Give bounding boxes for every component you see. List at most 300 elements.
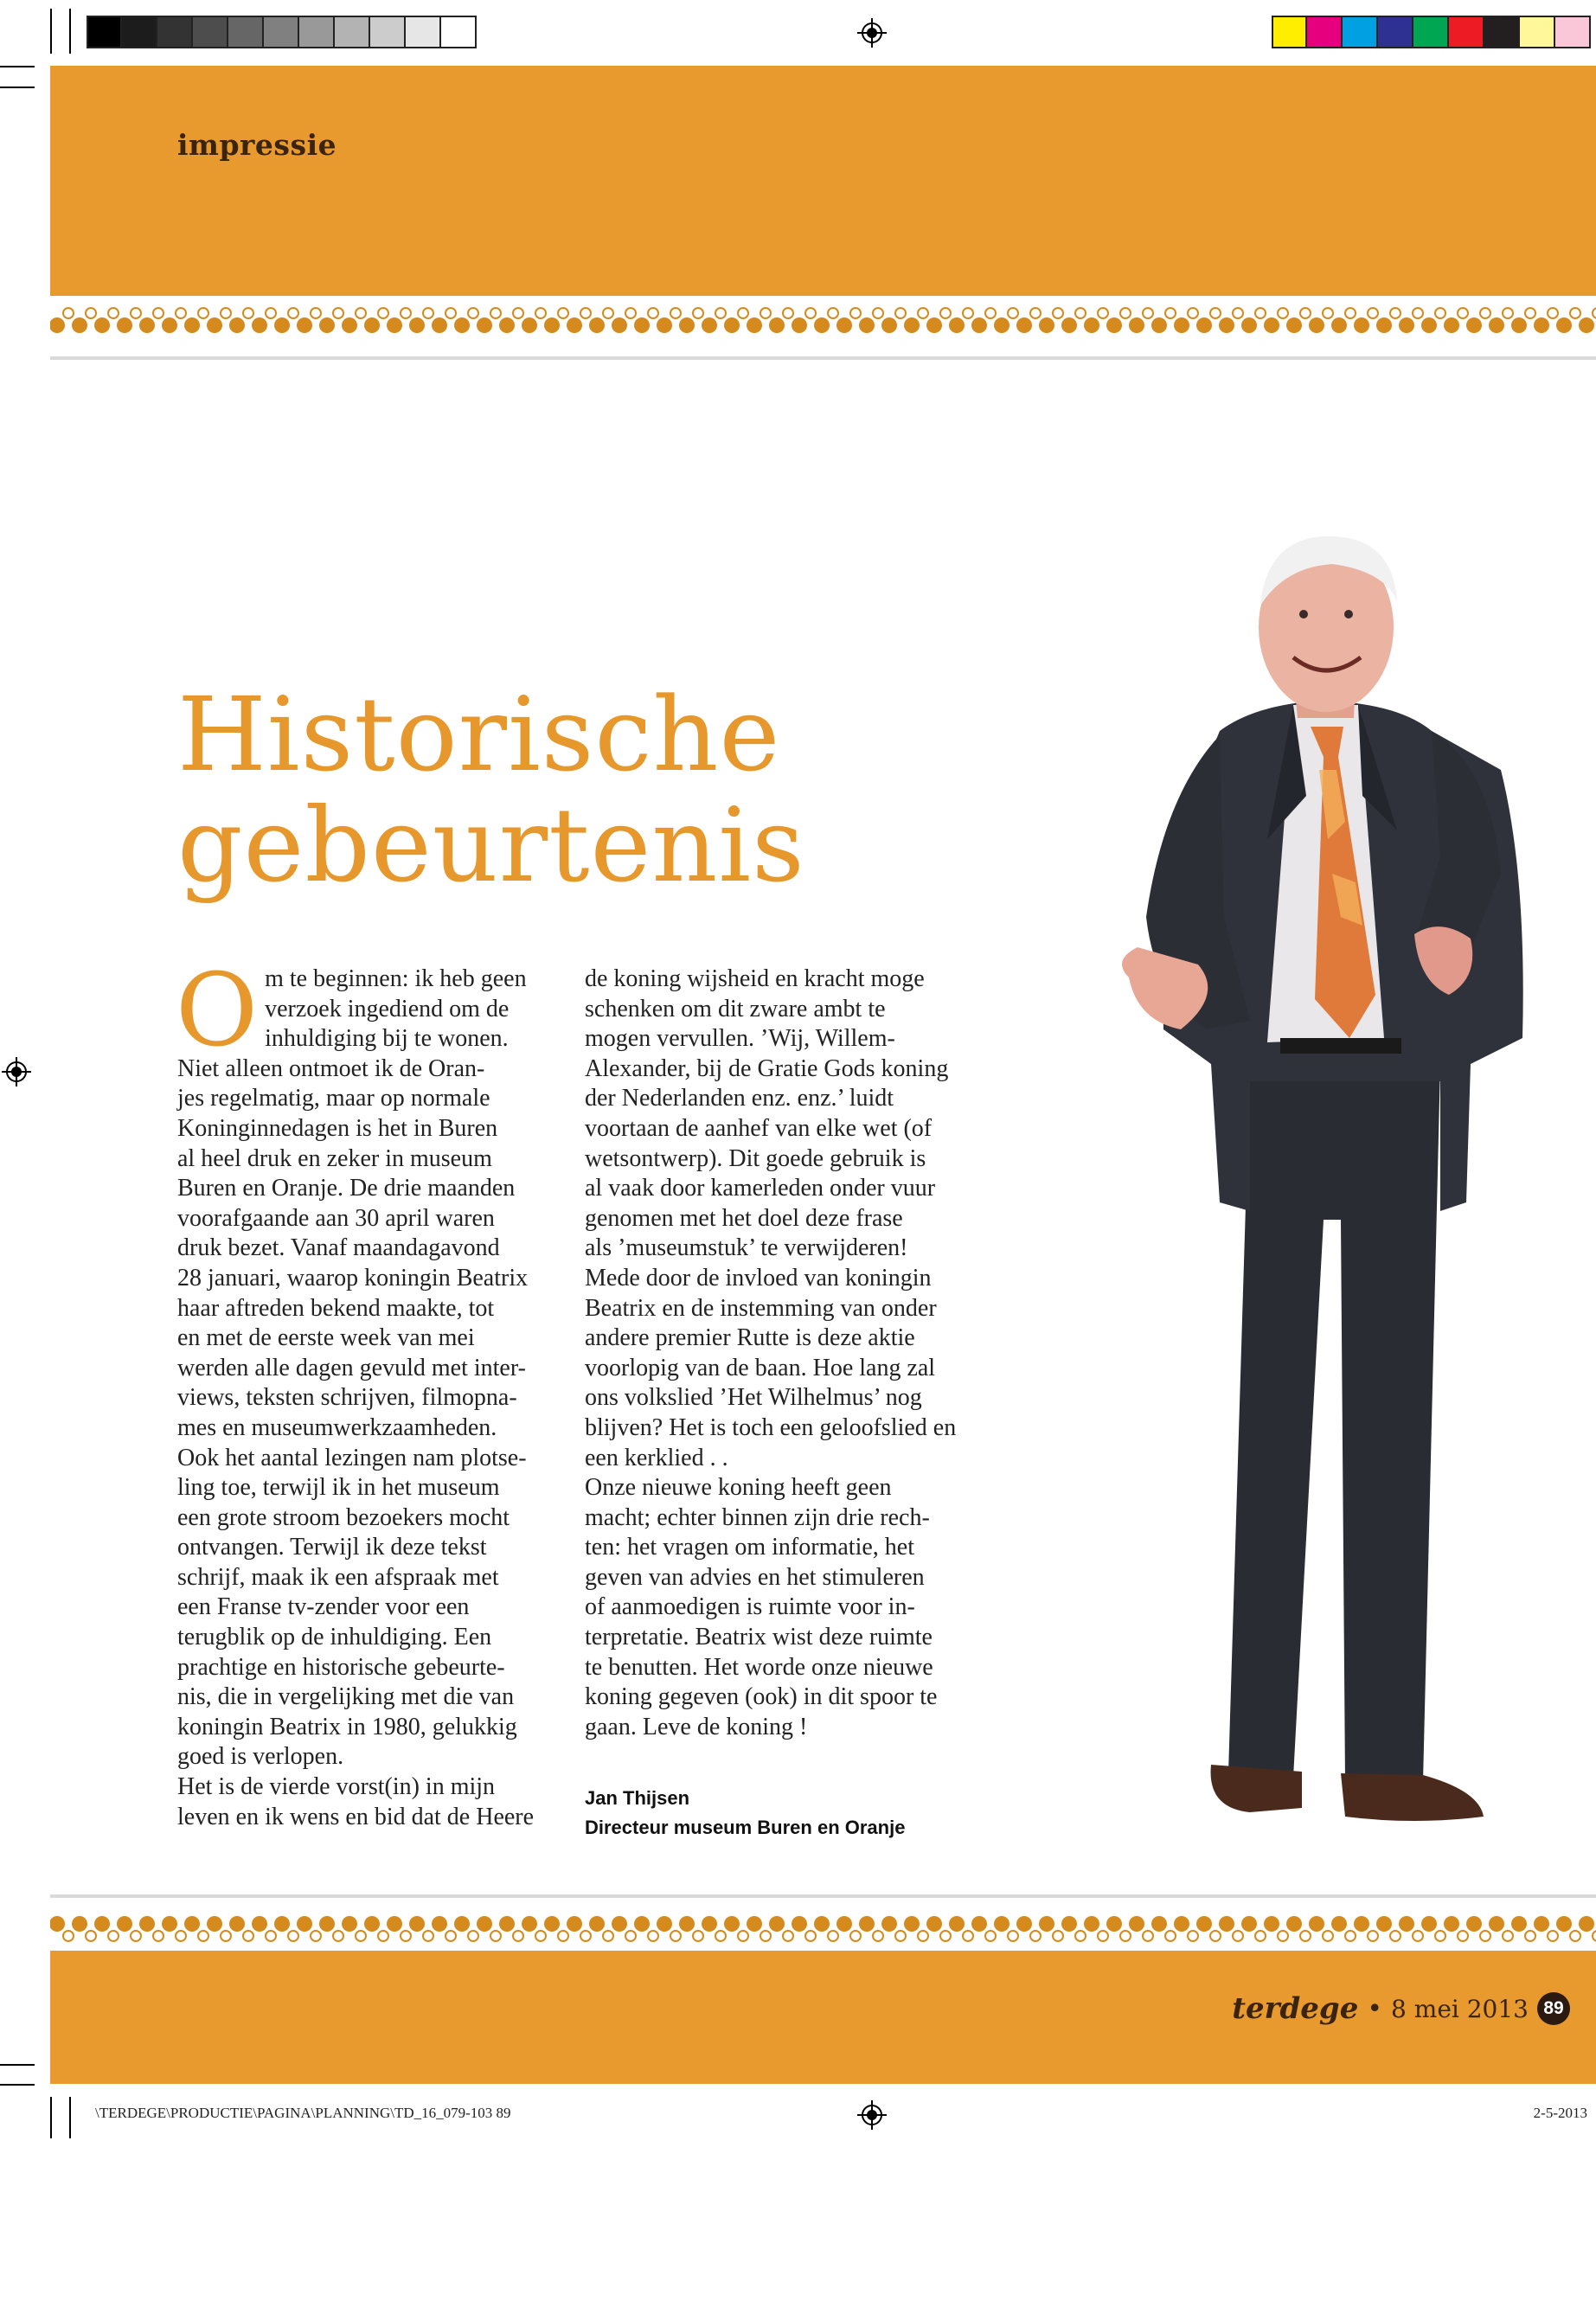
article-line: Buren en Oranje. De drie maanden — [177, 1175, 516, 1202]
decorative-dot — [454, 317, 470, 333]
decorative-dot — [634, 317, 650, 333]
decorative-ring — [828, 1931, 838, 1941]
decorative-dot — [1264, 317, 1279, 333]
decorative-ring — [1548, 1931, 1558, 1941]
issue-date: 8 mei 2013 — [1391, 1994, 1529, 2023]
decorative-ring — [985, 308, 996, 318]
decorative-ring — [468, 308, 478, 318]
decorative-ring — [333, 1931, 343, 1941]
color-swatch — [1272, 16, 1307, 48]
decorative-ring — [1593, 308, 1596, 318]
decorative-ring — [625, 1931, 636, 1941]
decorative-ring — [1143, 308, 1153, 318]
decorative-dot — [657, 1916, 672, 1932]
color-swatch — [1449, 16, 1484, 48]
gray-swatch — [193, 16, 228, 48]
color-swatch — [1555, 16, 1591, 48]
color-swatch — [1484, 16, 1520, 48]
decorative-dot — [50, 317, 65, 333]
article-line: Ook het aantal lezingen nam plotse- — [177, 1444, 527, 1471]
decorative-dot — [297, 1916, 312, 1932]
decorative-dot — [1219, 1916, 1234, 1932]
decorative-ring — [1165, 1931, 1176, 1941]
header-band — [50, 66, 1596, 296]
decorative-ring — [513, 308, 523, 318]
decorative-dot — [409, 1916, 425, 1932]
decorative-dot — [724, 1916, 740, 1932]
decorative-ring — [1525, 1931, 1535, 1941]
decorative-dot — [1016, 1916, 1032, 1932]
decorative-ring — [1435, 1931, 1445, 1941]
decorative-ring — [558, 1931, 568, 1941]
decorative-ring — [1233, 1931, 1243, 1941]
decorative-ring — [1008, 308, 1018, 318]
decorative-dot — [881, 1916, 897, 1932]
portrait-photo — [1034, 510, 1561, 1843]
decorative-ring — [198, 308, 208, 318]
decorative-ring — [311, 308, 321, 318]
decorative-ring — [1210, 308, 1221, 318]
article-line: een grote stroom bezoekers mocht — [177, 1503, 510, 1531]
article-line: de koning wijsheid en kracht moge — [585, 965, 925, 992]
title-line-1: Historische — [177, 675, 781, 794]
decorative-ring — [1255, 1931, 1266, 1941]
article-line: een Franse tv-zender voor een — [177, 1593, 470, 1621]
decorative-dot — [184, 317, 200, 333]
decorative-ring — [1098, 1931, 1108, 1941]
decorative-dot — [1511, 317, 1527, 333]
decorative-dot — [702, 1916, 717, 1932]
decorative-dot — [229, 317, 245, 333]
decorative-dot — [1579, 317, 1594, 333]
article-line: al vaak door kamerleden onder vuur — [585, 1175, 936, 1202]
decorative-dot — [657, 317, 672, 333]
decorative-ring — [401, 1931, 411, 1941]
decorative-dot — [1174, 317, 1189, 333]
divider-bottom — [50, 1894, 1596, 1898]
decorative-dot — [1219, 317, 1234, 333]
decorative-dot — [836, 1916, 852, 1932]
decorative-dot — [567, 317, 582, 333]
decorative-dot — [724, 317, 740, 333]
decorative-ring — [131, 1931, 141, 1941]
decorative-ring — [1075, 1931, 1086, 1941]
decorative-dot — [50, 1916, 65, 1932]
decorative-dot — [274, 1916, 290, 1932]
decorative-ring — [850, 1931, 861, 1941]
decorative-ring — [1368, 1931, 1378, 1941]
decorative-dot — [432, 317, 447, 333]
decorative-ring — [423, 308, 433, 318]
article-line: voorlopig van de baan. Hoe lang zal — [585, 1354, 936, 1381]
decorative-dot — [904, 317, 920, 333]
decorative-ring — [670, 1931, 681, 1941]
decorative-ring — [288, 1931, 298, 1941]
article-line: mes en museumwerkzaamheden. — [177, 1413, 497, 1441]
decorative-ring — [805, 1931, 816, 1941]
decorative-ring — [1323, 308, 1333, 318]
article-column-1 — [176, 952, 558, 1832]
title-line-2: gebeurtenis — [177, 785, 805, 905]
decorative-dot — [499, 1916, 515, 1932]
decorative-dot — [702, 317, 717, 333]
decorative-dot — [342, 317, 357, 333]
article-line: koningin Beatrix in 1980, gelukkig — [177, 1713, 517, 1740]
decorative-dot — [1534, 1916, 1549, 1932]
decorative-dot — [1534, 317, 1549, 333]
gray-swatch — [122, 16, 157, 48]
decorative-ring — [108, 1931, 119, 1941]
decorative-dot — [679, 1916, 695, 1932]
article-line: werden alle dagen gevuld met inter- — [177, 1354, 526, 1381]
decorative-dot — [1196, 1916, 1212, 1932]
decorative-dot — [252, 1916, 267, 1932]
article-line: Onze nieuwe koning heeft geen — [585, 1474, 892, 1502]
decorative-ring — [693, 308, 703, 318]
article-line: druk bezet. Vanaf maandagavond — [177, 1234, 500, 1262]
article-line: Beatrix en de instemming van onder — [585, 1294, 937, 1322]
decorative-dot — [1196, 317, 1212, 333]
decorative-dot — [1174, 1916, 1189, 1932]
decorative-ring — [1030, 1931, 1041, 1941]
decorative-dot — [926, 317, 942, 333]
decorative-ring — [985, 1931, 996, 1941]
decorative-ring — [86, 308, 96, 318]
decorative-dot — [162, 317, 177, 333]
decorative-dot — [342, 1916, 357, 1932]
decorative-ring — [1570, 1931, 1580, 1941]
decorative-dot-border-bottom — [50, 1913, 1596, 1948]
decorative-dot — [319, 317, 335, 333]
decorative-dot — [477, 317, 492, 333]
decorative-dot — [1331, 1916, 1347, 1932]
decorative-dot — [971, 1916, 987, 1932]
article-line: jes regelmatig, maar op normale — [177, 1085, 490, 1112]
article-line: goed is verlopen. — [177, 1743, 344, 1771]
drop-cap: O — [176, 952, 259, 1069]
article-line: geven van advies en het stimuleren — [585, 1563, 925, 1591]
divider-top — [50, 356, 1596, 360]
decorative-dot — [94, 317, 110, 333]
decorative-dot — [184, 1916, 200, 1932]
decorative-ring — [153, 308, 163, 318]
decorative-dot — [1331, 317, 1347, 333]
color-calibration-strip — [1272, 16, 1591, 48]
decorative-dot — [1151, 1916, 1167, 1932]
decorative-ring — [873, 308, 883, 318]
article-line: m te beginnen: ik heb geen — [265, 965, 527, 992]
decorative-ring — [1570, 308, 1580, 318]
decorative-ring — [603, 308, 613, 318]
section-label: impressie — [177, 128, 337, 162]
crop-mark-bottom-left-h2 — [0, 2084, 35, 2086]
decorative-dot — [1061, 317, 1077, 333]
article-line: inhuldiging bij te wonen. — [265, 1025, 509, 1053]
decorative-ring — [1300, 1931, 1311, 1941]
decorative-ring — [535, 308, 546, 318]
article-line: koning gegeven (ook) in dit spoor te — [585, 1683, 938, 1711]
decorative-ring — [1120, 1931, 1131, 1941]
gray-swatch — [228, 16, 264, 48]
decorative-dot — [814, 317, 830, 333]
decorative-dot — [1444, 317, 1459, 333]
decorative-dot — [544, 1916, 560, 1932]
decorative-ring — [1188, 1931, 1198, 1941]
decorative-ring — [378, 1931, 388, 1941]
gray-swatch — [406, 16, 441, 48]
decorative-ring — [1165, 308, 1176, 318]
article-line: schenken om dit zware ambt te — [585, 995, 886, 1022]
decorative-dot — [477, 1916, 492, 1932]
decorative-dot — [1106, 1916, 1122, 1932]
article-line: ontvangen. Terwijl ik deze tekst — [177, 1534, 487, 1561]
decorative-dot — [387, 1916, 402, 1932]
decorative-dot — [1286, 1916, 1302, 1932]
decorative-ring — [940, 1931, 951, 1941]
decorative-dot — [1376, 1916, 1392, 1932]
decorative-ring — [176, 308, 186, 318]
article-line: ten: het vragen om informatie, het — [585, 1534, 914, 1561]
decorative-dot — [319, 1916, 335, 1932]
decorative-ring — [1525, 308, 1535, 318]
decorative-ring — [603, 1931, 613, 1941]
decorative-dot — [1286, 317, 1302, 333]
decorative-dot — [1264, 1916, 1279, 1932]
gray-swatch — [370, 16, 406, 48]
article-line: mogen vervullen. ’Wij, Willem- — [585, 1025, 895, 1053]
color-swatch — [1378, 16, 1413, 48]
decorative-ring — [1503, 308, 1513, 318]
decorative-dot — [1489, 1916, 1504, 1932]
decorative-ring — [1300, 308, 1311, 318]
decorative-ring — [221, 308, 231, 318]
article-line: 28 januari, waarop koningin Beatrix — [177, 1264, 529, 1292]
gray-swatch — [335, 16, 370, 48]
decorative-ring — [625, 308, 636, 318]
decorative-ring — [243, 1931, 253, 1941]
decorative-ring — [445, 308, 456, 318]
decorative-ring — [490, 308, 501, 318]
decorative-dot — [409, 317, 425, 333]
decorative-ring — [918, 308, 928, 318]
decorative-dot — [994, 317, 1010, 333]
print-slug-date: 2-5-2013 — [1533, 2105, 1587, 2121]
decorative-dot — [1354, 1916, 1369, 1932]
decorative-dot — [274, 317, 290, 333]
decorative-ring — [1390, 308, 1401, 318]
decorative-ring — [108, 308, 119, 318]
decorative-ring — [423, 1931, 433, 1941]
gray-swatch — [157, 16, 193, 48]
registration-mark-icon — [857, 2100, 887, 2130]
author-name: Jan Thijsen — [585, 1787, 690, 1809]
decorative-ring — [356, 1931, 366, 1941]
decorative-ring — [1255, 308, 1266, 318]
decorative-ring — [1233, 308, 1243, 318]
decorative-ring — [1503, 1931, 1513, 1941]
decorative-dot — [1466, 1916, 1482, 1932]
crop-mark-bottom-left-v — [50, 2097, 52, 2138]
decorative-dot — [1399, 1916, 1414, 1932]
decorative-ring — [783, 308, 793, 318]
footer-separator: • — [1367, 1993, 1383, 2024]
registration-mark-icon — [857, 18, 887, 48]
decorative-dot — [1354, 317, 1369, 333]
decorative-ring — [1030, 308, 1041, 318]
registration-mark-icon — [2, 1057, 31, 1086]
decorative-ring — [648, 308, 658, 318]
decorative-dot — [1399, 317, 1414, 333]
decorative-ring — [1413, 308, 1423, 318]
article-line: terpretatie. Beatrix wist deze ruimte — [585, 1624, 933, 1651]
decorative-dot — [612, 1916, 627, 1932]
decorative-dot — [117, 1916, 132, 1932]
decorative-ring — [715, 1931, 726, 1941]
decorative-dot — [387, 317, 402, 333]
decorative-ring — [1075, 308, 1086, 318]
decorative-dot — [1556, 1916, 1572, 1932]
decorative-dot — [1084, 1916, 1099, 1932]
decorative-dot — [881, 317, 897, 333]
decorative-dot — [949, 1916, 965, 1932]
decorative-ring — [356, 308, 366, 318]
article-line: der Nederlanden enz. enz.’ luidt — [585, 1085, 894, 1112]
decorative-ring — [1458, 1931, 1468, 1941]
article-line: of aanmoedigen is ruimte voor in- — [585, 1593, 915, 1621]
decorative-dot — [1129, 1916, 1144, 1932]
decorative-dot — [544, 317, 560, 333]
article-line: Het is de vierde vorst(in) in mijn — [177, 1773, 496, 1801]
decorative-ring — [63, 308, 74, 318]
decorative-ring — [828, 308, 838, 318]
author-signature — [585, 1784, 905, 1843]
article-line: terugblik op de inhuldiging. Een — [177, 1624, 492, 1651]
decorative-ring — [1143, 1931, 1153, 1941]
gray-swatch — [87, 16, 122, 48]
decorative-ring — [86, 1931, 96, 1941]
decorative-dot — [1084, 317, 1099, 333]
decorative-dot — [589, 317, 605, 333]
decorative-dot — [814, 1916, 830, 1932]
decorative-dot — [454, 1916, 470, 1932]
decorative-ring — [266, 308, 276, 318]
gray-swatch — [264, 16, 299, 48]
decorative-ring — [131, 308, 141, 318]
decorative-ring — [940, 308, 951, 318]
decorative-dot — [634, 1916, 650, 1932]
article-line: een kerklied . . — [585, 1444, 728, 1471]
decorative-ring — [1345, 1931, 1356, 1941]
decorative-dot — [836, 317, 852, 333]
decorative-ring — [580, 1931, 591, 1941]
decorative-dot — [229, 1916, 245, 1932]
decorative-ring — [805, 308, 816, 318]
color-swatch — [1343, 16, 1378, 48]
decorative-ring — [1368, 308, 1378, 318]
decorative-ring — [738, 308, 748, 318]
decorative-ring — [648, 1931, 658, 1941]
decorative-dot — [747, 1916, 762, 1932]
decorative-ring — [1593, 1931, 1596, 1941]
gray-swatch — [441, 16, 477, 48]
crop-mark-top-left-h2 — [0, 87, 35, 88]
decorative-ring — [490, 1931, 501, 1941]
decorative-ring — [1008, 1931, 1018, 1941]
gray-swatch — [299, 16, 335, 48]
decorative-dot — [792, 317, 807, 333]
decorative-ring — [738, 1931, 748, 1941]
decorative-dot — [1556, 317, 1572, 333]
decorative-dot — [612, 317, 627, 333]
article-line: te benutten. Het worde onze nieuwe — [585, 1653, 933, 1681]
article-line: al heel druk en zeker in museum — [177, 1144, 492, 1172]
print-slug-path: \TERDEGE\PRODUCTIE\PAGINA\PLANNING\TD_16_079-103 89 — [95, 2105, 511, 2121]
decorative-ring — [1278, 308, 1288, 318]
article-line: gaan. Leve de koning ! — [585, 1713, 808, 1740]
decorative-ring — [266, 1931, 276, 1941]
decorative-dot — [1309, 1916, 1324, 1932]
article-line: schrijf, maak ik een afspraak met — [177, 1563, 499, 1591]
decorative-dot — [432, 1916, 447, 1932]
decorative-ring — [963, 308, 973, 318]
article-line: blijven? Het is toch een geloofslied en — [585, 1413, 957, 1441]
crop-mark-bottom-left-v2 — [69, 2097, 71, 2138]
crop-mark-top-left-v — [50, 9, 52, 54]
decorative-ring — [895, 308, 906, 318]
decorative-dot — [769, 1916, 785, 1932]
article-line: haar aftreden bekend maakte, tot — [177, 1294, 495, 1322]
decorative-ring — [670, 308, 681, 318]
decorative-dot — [949, 317, 965, 333]
decorative-ring — [963, 1931, 973, 1941]
decorative-ring — [873, 1931, 883, 1941]
gray-calibration-strip — [87, 16, 477, 48]
article-line: en met de eerste week van mei — [177, 1324, 475, 1352]
decorative-dot — [769, 317, 785, 333]
crop-mark-top-left-h — [0, 66, 35, 67]
decorative-dot — [1466, 317, 1482, 333]
decorative-dot — [1039, 317, 1054, 333]
decorative-dot — [904, 1916, 920, 1932]
decorative-dot — [72, 317, 87, 333]
decorative-ring — [401, 308, 411, 318]
decorative-dot — [162, 1916, 177, 1932]
decorative-ring — [1278, 1931, 1288, 1941]
decorative-dot — [139, 1916, 155, 1932]
decorative-ring — [1435, 308, 1445, 318]
article-line: ons volkslied ’Het Wilhelmus’ nog — [585, 1384, 922, 1412]
decorative-ring — [895, 1931, 906, 1941]
decorative-ring — [1053, 308, 1063, 318]
decorative-dot-border-top — [50, 303, 1596, 337]
crop-mark-top-left-v2 — [69, 9, 71, 54]
decorative-ring — [153, 1931, 163, 1941]
decorative-ring — [693, 1931, 703, 1941]
decorative-dot — [679, 317, 695, 333]
color-swatch — [1413, 16, 1449, 48]
color-swatch — [1307, 16, 1343, 48]
article-line: Niet alleen ontmoet ik de Oran- — [177, 1054, 485, 1082]
decorative-ring — [288, 308, 298, 318]
author-role: Directeur museum Buren en Oranje — [585, 1817, 906, 1838]
decorative-ring — [1390, 1931, 1401, 1941]
article-line: andere premier Rutte is deze aktie — [585, 1324, 915, 1352]
color-swatch — [1520, 16, 1555, 48]
article-line: voortaan de aanhef van elke wet (of — [585, 1114, 933, 1142]
decorative-dot — [926, 1916, 942, 1932]
decorative-ring — [221, 1931, 231, 1941]
decorative-ring — [1098, 308, 1108, 318]
